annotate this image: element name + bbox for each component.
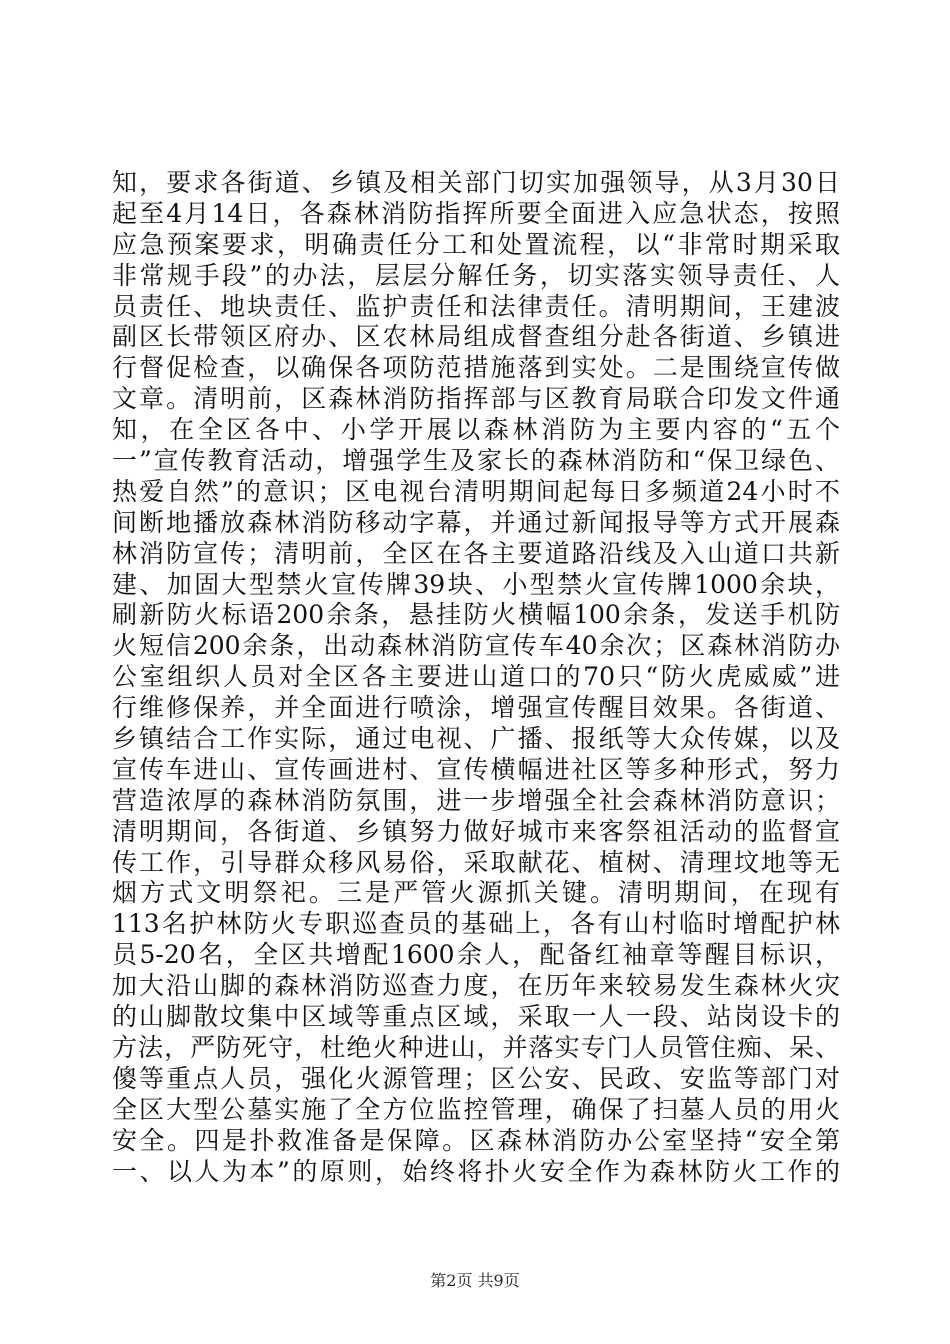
text-line: 员5-20名，全区共增配1600余人，配备红袖章等醒目标识， <box>112 940 840 970</box>
text-line: 行维修保养，并全面进行喷涂，增强宣传醒目效果。各街道、 <box>112 693 840 723</box>
text-line: 乡镇结合工作实际，通过电视、广播、报纸等大众传媒，以及 <box>112 724 840 754</box>
text-line: 方法，严防死守，杜绝火种进山，并落实专门人员管住痴、呆、 <box>112 1032 840 1062</box>
text-line: 间断地播放森林消防移动字幕，并通过新闻报导等方式开展森 <box>112 507 840 537</box>
text-line: 一、以人为本”的原则，始终将扑火安全作为森林防火工作的 <box>112 1156 840 1186</box>
text-line: 一”宣传教育活动，增强学生及家长的森林消防和“保卫绿色、 <box>112 446 840 476</box>
text-line: 建、加固大型禁火宣传牌39块、小型禁火宣传牌1000余块， <box>112 569 840 599</box>
text-line: 传工作，引导群众移风易俗，采取献花、植树、清理坟地等无 <box>112 847 840 877</box>
page-footer: 第2页 共9页 <box>430 1271 520 1290</box>
text-line: 副区长带领区府办、区农林局组成督查组分赴各街道、乡镇进 <box>112 322 840 352</box>
text-line: 加大沿山脚的森林消防巡查力度，在历年来较易发生森林火灾 <box>112 971 840 1001</box>
text-line: 林消防宣传；清明前，全区在各主要道路沿线及入山道口共新 <box>112 538 840 568</box>
text-line: 员责任、地块责任、监护责任和法律责任。清明期间，王建波 <box>112 291 840 321</box>
text-line: 应急预案要求，明确责任分工和处置流程，以“非常时期采取 <box>112 229 840 259</box>
text-line: 公室组织人员对全区各主要进山道口的70只“防火虎威威”进 <box>112 662 840 692</box>
text-line: 傻等重点人员，强化火源管理；区公安、民政、安监等部门对 <box>112 1063 840 1093</box>
text-line: 知，在全区各中、小学开展以森林消防为主要内容的“五个 <box>112 415 840 445</box>
text-line: 的山脚散坟集中区域等重点区域，采取一人一段、站岗设卡的 <box>112 1002 840 1032</box>
text-line: 刷新防火标语200余条，悬挂防火横幅100余条，发送手机防 <box>112 600 840 630</box>
body-paragraph <box>112 168 840 1187</box>
text-line: 安全。四是扑救准备是保障。区森林消防办公室坚持“安全第 <box>112 1125 840 1155</box>
text-line: 全区大型公墓实施了全方位监控管理，确保了扫墓人员的用火 <box>112 1094 840 1124</box>
text-line: 热爱自然”的意识；区电视台清明期间起每日多频道24小时不 <box>112 476 840 506</box>
text-line: 知，要求各街道、乡镇及相关部门切实加强领导，从3月30日 <box>112 168 840 197</box>
text-line: 清明期间，各街道、乡镇努力做好城市来客祭祖活动的监督宣 <box>112 816 840 846</box>
text-line: 行督促检查，以确保各项防范措施落到实处。二是围绕宣传做 <box>112 353 840 383</box>
text-line: 起至4月14日，各森林消防指挥所要全面进入应急状态，按照 <box>112 198 840 228</box>
text-line: 非常规手段”的办法，层层分解任务，切实落实领导责任、人 <box>112 260 840 290</box>
text-line: 营造浓厚的森林消防氛围，进一步增强全社会森林消防意识； <box>112 785 840 815</box>
text-line: 文章。清明前，区森林消防指挥部与区教育局联合印发文件通 <box>112 384 840 414</box>
text-line: 烟方式文明祭祀。三是严管火源抓关键。清明期间，在现有 <box>112 878 840 908</box>
text-line: 113名护林防火专职巡查员的基础上，各有山村临时增配护林 <box>112 909 840 939</box>
text-line: 火短信200余条，出动森林消防宣传车40余次；区森林消防办 <box>112 631 840 661</box>
text-line: 宣传车进山、宣传画进村、宣传横幅进社区等多种形式，努力 <box>112 754 840 784</box>
